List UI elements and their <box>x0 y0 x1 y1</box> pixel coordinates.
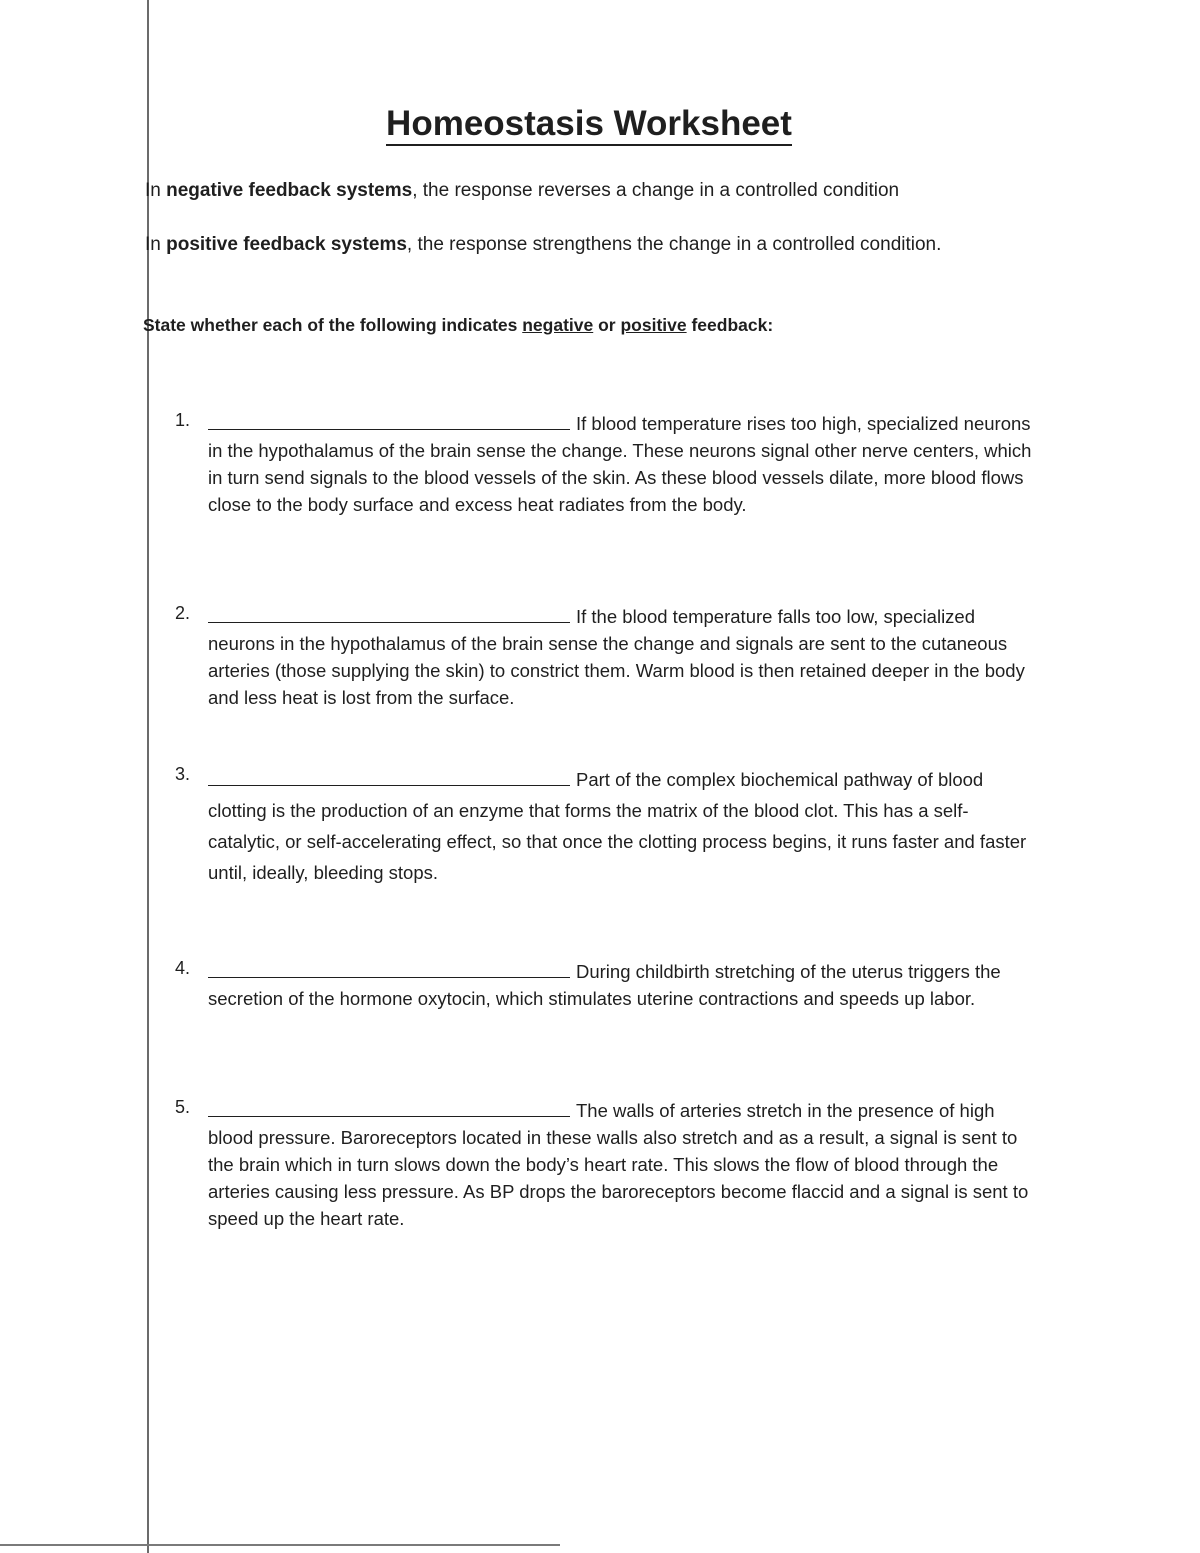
negative-feedback-definition <box>145 180 899 202</box>
scan-margin-line <box>147 0 149 1553</box>
instruction-text-middle: or <box>593 315 621 335</box>
question-number: 2. <box>175 603 191 623</box>
positive-feedback-term: positive feedback systems <box>166 234 407 255</box>
option-negative: negative <box>522 315 594 335</box>
instruction <box>143 315 773 336</box>
answer-blank[interactable] <box>208 962 570 978</box>
question-body <box>208 410 1035 518</box>
question-number: 4. <box>175 958 191 978</box>
definition-text: , the response strengthens the change in a controlled condition. <box>406 234 942 255</box>
question-text: Part of the complex biochemical pathway of blood clotting is the production of an enzyme that forms the matrix of the blood clot. This has a self- catalytic, or self-accelerating effect, so that once the clotting process begins, it runs faster and faster until, ideally, bleeding stops. <box>208 769 1027 883</box>
question-text: During childbirth stretching of the uterus triggers the secretion of the hormone oxytocin, which stimulates uterine contractions and speeds up labor. <box>208 961 1001 1009</box>
question-text: The walls of arteries stretch in the presence of high blood pressure. Baroreceptors located in these walls also stretch and as a result, a signal is sent to the brain which in turn slows down the body’s heart rate. This slows the flow of blood through the arteries causing less pressure. As BP drops the baroreceptors become flaccid and a signal is sent to speed up the heart rate. <box>208 1100 1029 1229</box>
question-1 <box>175 410 1035 518</box>
question-number: 3. <box>175 764 191 784</box>
answer-blank[interactable] <box>208 1101 570 1117</box>
question-3 <box>175 764 1035 888</box>
question-5 <box>175 1097 1035 1232</box>
definition-text: , the response reverses a change in a controlled condition <box>412 180 900 201</box>
answer-blank[interactable] <box>208 607 570 623</box>
question-body <box>208 603 1035 711</box>
positive-feedback-definition <box>145 234 941 256</box>
option-positive: positive <box>620 315 687 335</box>
question-body <box>208 1097 1035 1232</box>
answer-blank[interactable] <box>208 770 570 786</box>
question-text: If blood temperature rises too high, specialized neurons in the hypothalamus of the brain sense the change. These neurons signal other nerve centers, which in turn send signals to the blood vessels of the skin. As these blood vessels dilate, more blood flows close to the body surface and excess heat radiates from the body. <box>208 413 1032 515</box>
question-number: 5. <box>175 1097 191 1117</box>
worksheet-title <box>0 104 1178 144</box>
instruction-text-after: feedback: <box>686 315 774 335</box>
question-2 <box>175 603 1035 711</box>
question-4 <box>175 958 1035 1012</box>
instruction-text-before: State whether each of the following indicates <box>143 315 523 335</box>
question-number: 1. <box>175 410 191 430</box>
worksheet-title-text: Homeostasis Worksheet <box>386 104 792 146</box>
scan-bottom-line <box>0 1544 560 1546</box>
question-text: If the blood temperature falls too low, specialized neurons in the hypothalamus of the brain sense the change and signals are sent to the cutaneous arteries (those supplying the skin) to constrict them. Warm blood is then retained deeper in the body and less heat is lost from the surface. <box>208 606 1025 708</box>
definition-prefix: In <box>145 234 167 255</box>
answer-blank[interactable] <box>208 414 570 430</box>
question-body <box>208 958 1035 1012</box>
negative-feedback-term: negative feedback systems <box>166 180 413 201</box>
question-body <box>208 764 1035 888</box>
definition-prefix: In <box>145 180 167 201</box>
